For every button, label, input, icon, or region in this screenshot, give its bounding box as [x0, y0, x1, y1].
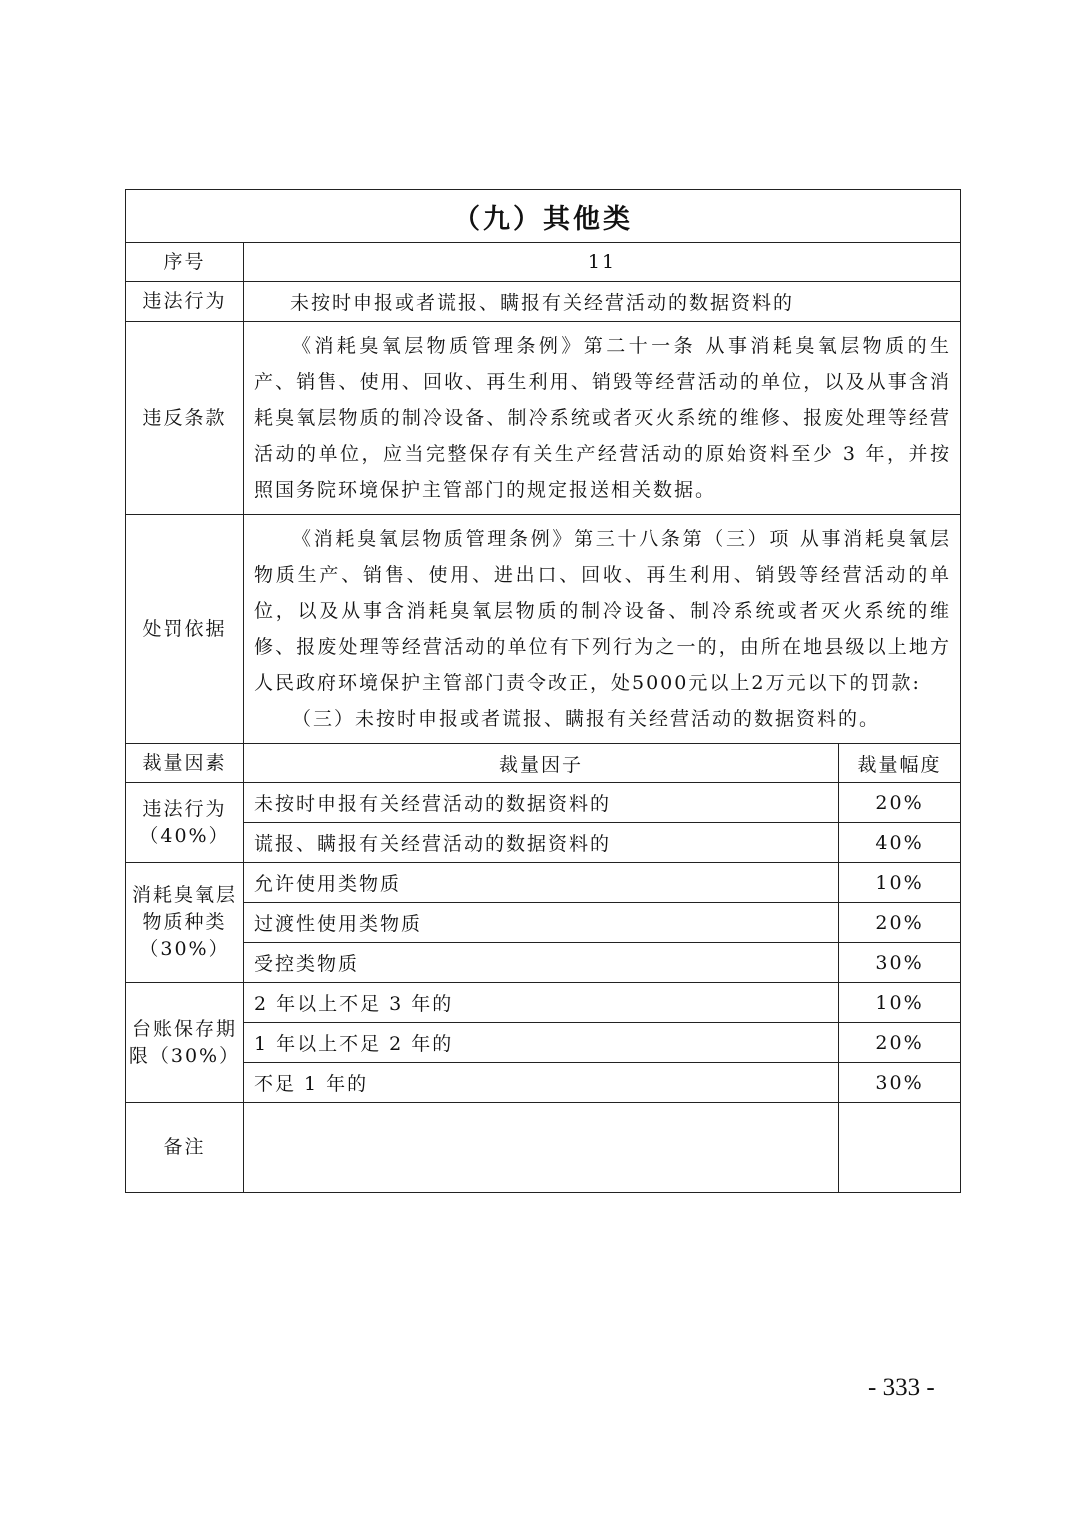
factor-row-range: 20% [839, 903, 961, 943]
penalty-basis-label: 处罚依据 [126, 515, 244, 744]
table-title: （九）其他类 [126, 190, 961, 243]
group-label-ledger-period: 台账保存期限（30%） [126, 983, 244, 1103]
factor-row-range: 10% [839, 983, 961, 1023]
penalty-basis-text [244, 515, 961, 744]
discretion-range-header: 裁量幅度 [839, 744, 961, 783]
factor-row-range: 30% [839, 1063, 961, 1103]
remarks-range [839, 1103, 961, 1193]
factor-row-range: 40% [839, 823, 961, 863]
page-number: - 333 - [868, 1374, 935, 1401]
penalty-basis-paragraph: 《消耗臭氧层物质管理条例》第三十八条第（三）项 从事消耗臭氧层物质生产、销售、使用、进出口、回收、再生利用、销毁等经营活动的单位，以及从事含消耗臭氧层物质的制冷设备、制冷系统或者灭火系统的维修、报废处理等经营活动的单位有下列行为之一的，由所在地县级以上地方人民政府环境保护主管部门责令改正，处5000元以上2万元以下的罚款: [254, 528, 952, 694]
factor-row-range: 20% [839, 1023, 961, 1063]
factor-row-text: 谎报、瞒报有关经营活动的数据资料的 [244, 823, 839, 863]
factor-row-text: 受控类物质 [244, 943, 839, 983]
remarks-label: 备注 [126, 1103, 244, 1193]
discretion-item-header: 裁量因子 [244, 744, 839, 783]
violated-clause-paragraph: 《消耗臭氧层物质管理条例》第二十一条 从事消耗臭氧层物质的生产、销售、使用、回收、再生利用、销毁等经营活动的单位，以及从事含消耗臭氧层物质的制冷设备、制冷系统或者灭火系统的维修、报废处理等经营活动的单位，应当完整保存有关生产经营活动的原始资料至少 3 年，并按照国务院环境保护主管部门的规定报送相关数据。 [254, 335, 952, 501]
factor-row-range: 30% [839, 943, 961, 983]
group-label-substance-type: 消耗臭氧层物质种类（30%） [126, 863, 244, 983]
violation-value: 未按时申报或者谎报、瞒报有关经营活动的数据资料的 [244, 282, 961, 322]
violation-label: 违法行为 [126, 282, 244, 322]
factor-row-text: 允许使用类物质 [244, 863, 839, 903]
factor-row-text: 1 年以上不足 2 年的 [244, 1023, 839, 1063]
factor-row-text: 未按时申报有关经营活动的数据资料的 [244, 783, 839, 823]
serial-label: 序号 [126, 243, 244, 282]
factor-row-text: 2 年以上不足 3 年的 [244, 983, 839, 1023]
factor-row-text: 不足 1 年的 [244, 1063, 839, 1103]
factor-row-text: 过渡性使用类物质 [244, 903, 839, 943]
factor-row-range: 20% [839, 783, 961, 823]
serial-value: 11 [244, 243, 961, 282]
discretion-factor-header: 裁量因素 [126, 744, 244, 783]
penalty-discretion-table [125, 189, 961, 1193]
penalty-basis-item: （三）未按时申报或者谎报、瞒报有关经营活动的数据资料的。 [292, 708, 881, 730]
group-label-violation: 违法行为（40%） [126, 783, 244, 863]
violated-clause-label: 违反条款 [126, 322, 244, 515]
factor-row-range: 10% [839, 863, 961, 903]
violated-clause-text [244, 322, 961, 515]
remarks-value [244, 1103, 839, 1193]
